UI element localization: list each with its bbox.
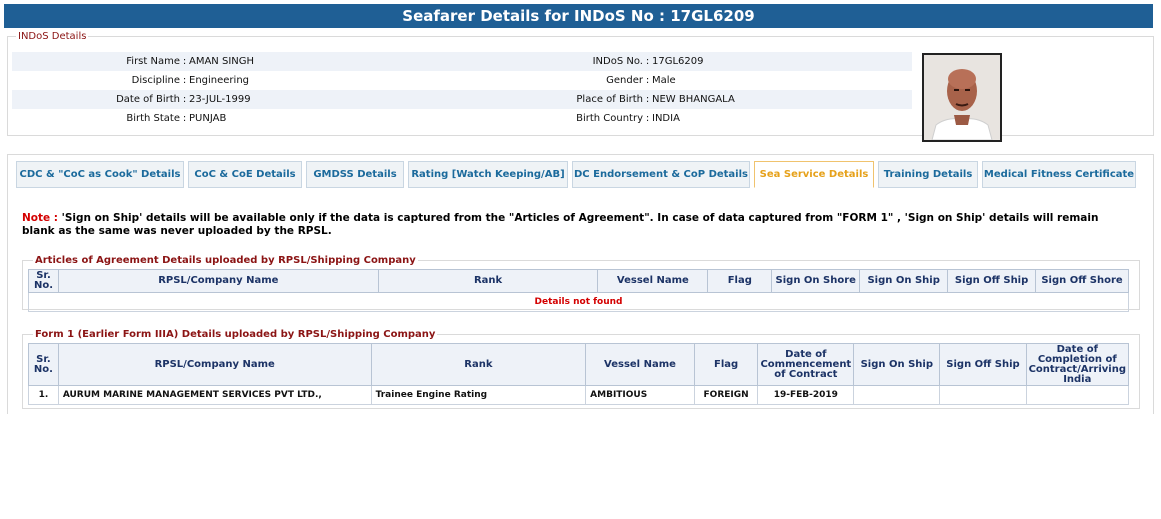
articles-of-agreement-legend: Articles of Agreement Details uploaded by RPSL/Shipping Company [35,255,416,266]
separator: : [182,75,187,86]
column-header: RPSL/Company Name [58,344,371,386]
first-name-value: AMAN SINGH [189,56,255,67]
column-header: RPSL/Company Name [58,270,378,293]
tab-dc-endorsement-cop[interactable]: DC Endorsement & CoP Details [572,161,750,188]
rank-cell: Trainee Engine Rating [371,386,586,405]
note-label: Note : [22,212,58,224]
form1-legend: Form 1 (Earlier Form IIIA) Details uploaded by RPSL/Shipping Company [35,329,436,340]
column-header: Sign On Ship [854,344,940,386]
column-header: Sign Off Shore [1036,270,1129,293]
separator: : [645,94,650,105]
place-of-birth-value: NEW BHANGALA [652,94,735,105]
vessel-name-cell: AMBITIOUS [586,386,695,405]
separator: : [182,94,187,105]
form1-section [22,329,1140,409]
note-text: 'Sign on Ship' details will be available only if the data is captured from the "Articles of Agreement". In case of data captured from "FORM 1" , 'Sign on Ship' details will remain blank as the same was never uploaded by the RPSL. [22,212,1099,237]
table-header-row [29,344,1129,386]
birth-state-label: Birth State [126,113,180,124]
column-header: Date of Completion of Contract/Arriving India [1026,344,1128,386]
flag-cell: FOREIGN [694,386,758,405]
column-header: Sign Off Ship [940,344,1026,386]
seafarer-photo [922,53,1002,142]
birth-country-value: INDIA [652,113,680,124]
articles-of-agreement-section [22,255,1140,310]
commencement-date-cell: 19-FEB-2019 [758,386,854,405]
indos-no-label: INDoS No. [592,56,643,67]
date-of-birth-label: Date of Birth [116,94,180,105]
tab-gmdss[interactable]: GMDSS Details [306,161,404,188]
tab-rating-watch-keeping[interactable]: Rating [Watch Keeping/AB] [408,161,568,188]
column-header: Flag [694,344,758,386]
sr-no-cell: 1. [29,386,59,405]
completion-date-cell [1026,386,1128,405]
column-header: Rank [371,344,586,386]
date-of-birth-value: 23-JUL-1999 [189,94,251,105]
indos-details-legend: INDoS Details [18,31,87,42]
separator: : [645,75,650,86]
discipline-value: Engineering [189,75,249,86]
tab-coc-coe[interactable]: CoC & CoE Details [188,161,302,188]
column-header: Flag [708,270,772,293]
separator: : [182,56,187,67]
column-header: Sign On Shore [772,270,860,293]
indos-details-panel [7,31,1154,136]
birth-state-value: PUNJAB [189,113,227,124]
table-row [29,386,1129,405]
tabs-panel [7,154,1154,414]
column-header: Vessel Name [586,344,695,386]
indos-row [12,90,912,109]
tab-sea-service[interactable]: Sea Service Details [754,161,874,188]
gender-label: Gender [606,75,643,86]
articles-of-agreement-table [28,269,1129,312]
form1-table [28,343,1129,405]
column-header: Sign Off Ship [948,270,1036,293]
table-header-row [29,270,1129,293]
column-header: Date of Commencement of Contract [758,344,854,386]
column-header: Sr. No. [29,344,59,386]
tab-medical-fitness[interactable]: Medical Fitness Certificate [982,161,1136,188]
column-header: Rank [378,270,598,293]
gender-value: Male [652,75,676,86]
birth-country-label: Birth Country [576,113,643,124]
column-header: Vessel Name [598,270,708,293]
company-name-cell: AURUM MARINE MANAGEMENT SERVICES PVT LTD., [58,386,371,405]
place-of-birth-label: Place of Birth [576,94,643,105]
sign-off-ship-cell [940,386,1026,405]
tab-training[interactable]: Training Details [878,161,978,188]
indos-row [12,71,912,90]
sign-on-ship-note [22,212,1132,238]
indos-details-rows [12,52,912,128]
separator: : [182,113,187,124]
separator: : [645,56,650,67]
indos-no-value: 17GL6209 [652,56,704,67]
first-name-label: First Name [126,56,180,67]
separator: : [645,113,650,124]
page-title: Seafarer Details for INDoS No : 17GL6209 [4,4,1153,28]
tab-cdc-coc-as-cook[interactable]: CDC & "CoC as Cook" Details [16,161,184,188]
table-row [29,293,1129,312]
indos-row [12,109,912,128]
details-not-found-message: Details not found [29,293,1129,312]
discipline-label: Discipline [131,75,180,86]
indos-row [12,52,912,71]
column-header: Sign On Ship [860,270,948,293]
sign-on-ship-cell [854,386,940,405]
column-header: Sr. No. [29,270,59,293]
